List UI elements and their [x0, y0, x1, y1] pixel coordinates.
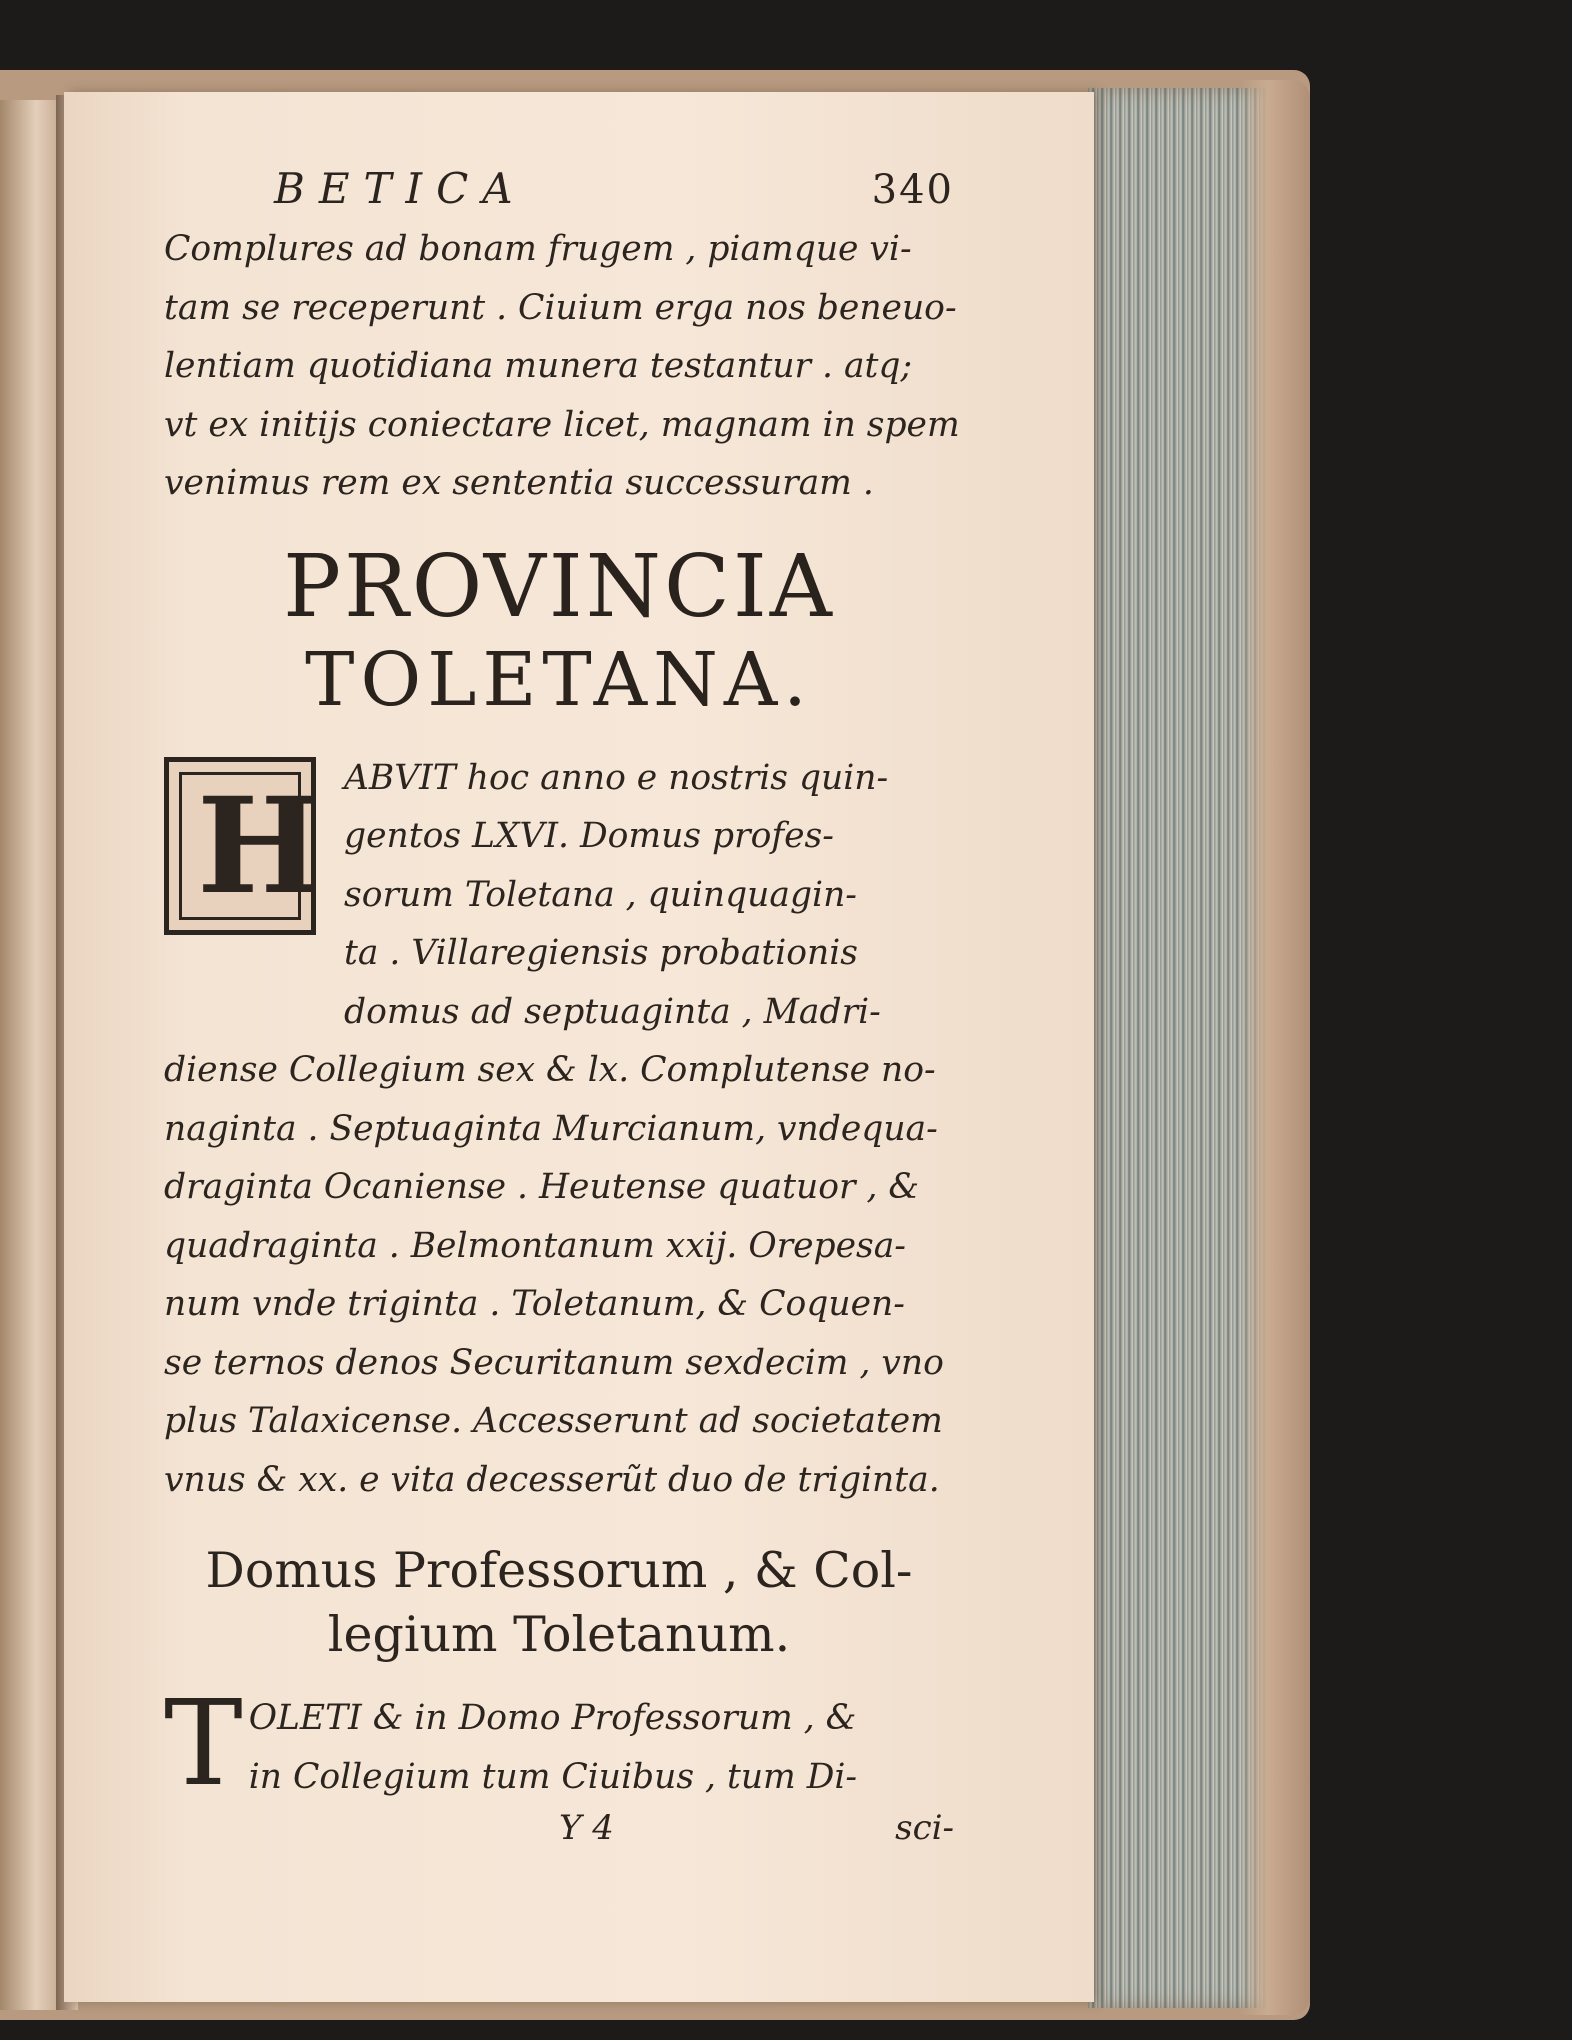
text-line: domus ad septuaginta , Madri-: [344, 991, 881, 1032]
section-heading: PROVINCIA: [283, 536, 835, 637]
text-line: naginta . Septuaginta Murcianum, vndequa-: [164, 1108, 938, 1149]
text-line: vt ex initijs coniectare licet, magnam in spem: [164, 404, 960, 445]
text-line: sorum Toletana , quinquagin-: [344, 874, 857, 915]
catchword: sci-: [895, 1808, 954, 1848]
text-line: venimus rem ex sententia successuram .: [164, 463, 874, 503]
text-line: gentos LXVI. Domus profes-: [344, 816, 834, 856]
text-line: Complures ad bonam frugem , piamque vi-: [164, 229, 912, 269]
chapter-heading-line: legium Toletanum.: [327, 1606, 791, 1663]
decorated-initial: [164, 757, 322, 935]
initial-letter: H: [197, 768, 322, 924]
text-line: lentiam quotidiana munera testantur . atq;: [164, 346, 913, 386]
text-line: se ternos denos Securitanum sexdecim , vno: [164, 1342, 944, 1383]
text-line: ABVIT hoc anno e nostris quin-: [344, 757, 889, 798]
running-head-title: BETICA: [274, 164, 527, 213]
text-line: num vnde triginta . Toletanum, & Coquen-: [164, 1284, 905, 1324]
text-line: vnus & xx. e vita decesserũt duo de triginta.: [164, 1459, 940, 1500]
cover-edge: [1240, 80, 1310, 2015]
running-head: [164, 164, 954, 220]
text-line: diense Collegium sex & lx. Complutense no-: [164, 1050, 936, 1090]
left-page-edge: [0, 100, 60, 2010]
text-line: ta . Villaregiensis probationis: [344, 933, 859, 973]
text-line: draginta Ocaniense . Heutense quatuor , &: [164, 1167, 920, 1207]
paragraph-1: [164, 220, 960, 513]
text-line: quadraginta . Belmontanum xxij. Orepesa-: [164, 1225, 906, 1266]
text-block: [164, 164, 960, 1848]
text-line: plus Talaxicense. Accesserunt ad societatem: [164, 1401, 943, 1441]
chapter-heading: [164, 1539, 954, 1667]
page-number: 340: [871, 167, 954, 213]
chapter-heading-line: Domus Professorum , & Col-: [205, 1542, 913, 1599]
recto-page: [64, 92, 1094, 2002]
paragraph-3: [164, 1674, 954, 1812]
footer: [164, 1808, 954, 1848]
drop-cap: T: [164, 1674, 243, 1812]
paragraph-2: [164, 749, 954, 1510]
paragraph-3-lines: [164, 1674, 954, 1812]
text-line: in Collegium tum Ciuibus , tum Di-: [248, 1756, 858, 1797]
text-line: OLETI & in Domo Professorum , &: [248, 1698, 857, 1738]
section-subheading: TOLETANA.: [305, 636, 813, 723]
full-lines: [164, 1041, 954, 1509]
signature-mark: Y 4: [559, 1808, 614, 1848]
text-line: tam se receperunt . Ciuium erga nos beneuo-: [164, 287, 957, 328]
